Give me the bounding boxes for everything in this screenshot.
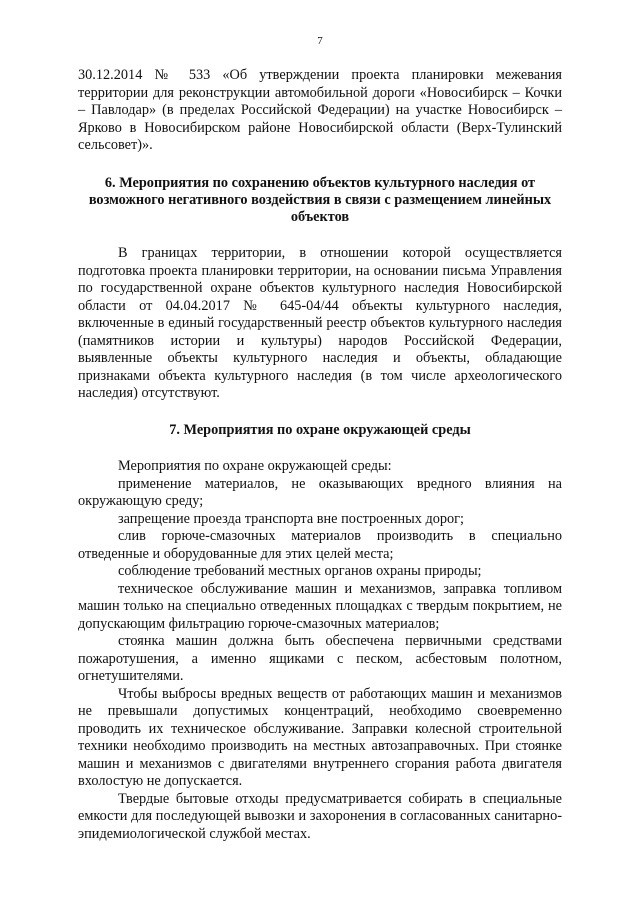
section-7-list-item: соблюдение требований местных органов охраны природы; [118, 563, 482, 580]
spacer [78, 226, 562, 245]
section-7-paragraph: Чтобы выбросы вредных веществ от работающих машин и механизмов не превышали допустимых концентраций, необходимо своевременно проводить их техническое обслуживание. Заправки колесной строительной техники необходимо производить на местных автозаправочных. При стоянке машин и механизмов с двигателями внутреннего сгорания работа двигателя вхолостую не допускается. [78, 685, 562, 790]
section-7-heading: 7. Мероприятия по охране окружающей среды [169, 421, 471, 438]
spacer [78, 155, 562, 175]
section-7-list-item: техническое обслуживание машин и механизмов, заправка топливом машин только на специально отведенных площадках с твердым покрытием, не допускающим фильтрацию горюче-смазочных материалов; [78, 580, 562, 632]
section-7-paragraph: Мероприятия по охране окружающей среды: [118, 458, 392, 475]
section-7-list-item: запрещение проезда транспорта вне построенных дорог; [118, 510, 465, 527]
spacer [78, 403, 562, 422]
section-7-list-item: слив горюче-смазочных материалов производить в специально отведенные и оборудованные для этих целей места; [78, 528, 562, 562]
page-number: 7 [317, 35, 323, 47]
document-page [78, 34, 562, 843]
intro-paragraph: 30.12.2014 № 533 «Об утверждении проекта планировки межевания территории для реконструкции автомобильной дороги «Новосибирск – Кочки – Павлодар» (в пределах Российской Федерации) на участке Новосибирск – Ярково в Новосибирском районе Новосибирской области (Верх-Тулинский сельсовет)». [78, 67, 562, 153]
section-7-list-item: применение материалов, не оказывающих вредного влияния на окружающую среду; [78, 475, 562, 510]
spacer [78, 439, 562, 458]
section-6-heading: 6. Мероприятия по сохранению объектов культурного наследия от возможного негативного воздействия в связи с размещением линейных объектов [88, 174, 552, 226]
section-6-paragraph: В границах территории, в отношении которой осуществляется подготовка проекта планировки территории, на основании письма Управления по государственной охране объектов культурного наследия Новосибирской области от 04.04.2017 № 645-04/44 объекты культурного наследия, включенные в единый государственный реестр объектов культурного наследия (памятников истории и культуры) народов Российской Федерации, выявленные объекты культурного наследия и объекты, обладающие признаками объекта культурного наследия (в том числе археологического наследия) отсутствуют. [78, 245, 562, 402]
section-7-paragraph: Твердые бытовые отходы предусматривается собирать в специальные емкости для последующей вывозки и захоронения в согласованных санитарно-эпидемиологической службой местах. [78, 790, 562, 842]
section-7-list-item: стоянка машин должна быть обеспечена первичными средствами пожаротушения, а именно ящиками с песком, асбестовым полотном, огнетушителями. [78, 633, 562, 685]
